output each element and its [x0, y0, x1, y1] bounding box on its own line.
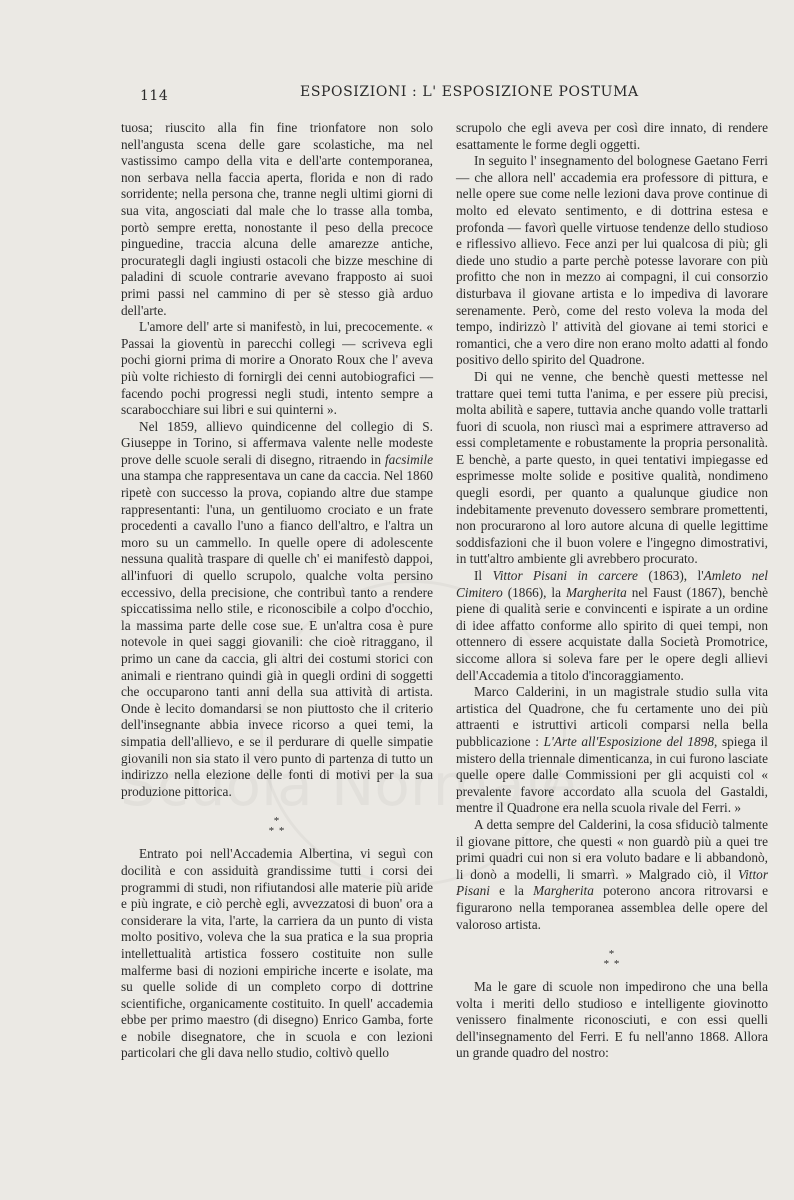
running-title: ESPOSIZIONI : L' ESPOSIZIONE POSTUMA: [300, 84, 639, 100]
publication-title: L'Arte all'Esposizione del 1898: [543, 733, 714, 749]
paragraph: Nel 1859, allievo quindicenne del collegio di S. Giuseppe in Torino, si affermava valente nelle modeste prove delle scuole serali di disegno, ritraendo in facsimile una stampa che rappresentava un cane da caccia. Nel 1860 ripetè con successo la prova, copiando altre due stampe rappresentanti: l'una, un gentiluomo crociato e un frate procedenti a cavallo l'uno a fianco dell'altro, e l'altra un moro su un cammello. In quelle opere di adolescente nessuna qualità traspare di quelle ch' ei manifestò dappoi, all'infuori di quello scrupolo, qualche volta persino eccessivo, della precisione, che contribuì tanto a rendere spiccatissima nello stile, e riconoscibile a colpo d'occhio, la massima parte delle cose sue. E un'altra cosa è pure notevole in quei saggi giovanili: che cioè ritraggano, il primo un cane da caccia, gli altri dei costumi storici con animali e rientrano quindi già in quegli ordini di soggetti che occuparono tanti anni della sua attività di artista. Onde è lecito domandarsi se non piuttosto che il criterio dell'insegnante abbia invece ricorso a quei temi, la simpatia dell'allievo, e se il perdurare di quelle simpatie giovanili non sia stato il vero punto di partenza di tutto un indirizzo nella elezione delle fonti di motivi per la sua produzione pittorica.: [121, 418, 433, 799]
left-column: [121, 120, 433, 1062]
paragraph: Marco Calderini, in un magistrale studio sulla vita artistica del Quadrone, che fu certamente uno dei più attraenti e istruttivi articoli comparsi nella bella pubblicazione : L'Arte all'Esposizione del 1898, spiega il mistero della triennale dimenticanza, in cui furono lasciate quelle opere dalle Commissioni per gli acquisti col « prevalente favore accordato alla scuola del Gastaldi, mentre il Quadrone era nella scuola rivale del Ferri. »: [456, 684, 768, 816]
paragraph: In seguito l' insegnamento del bolognese Gaetano Ferri — che allora nell' accademia era professore di pittura, e nelle opere sue come nelle lezioni dava prove continue di molto ed elevato sentimento, e di dottrina estesa e profonda — favorì quelle virtuose tendenze dello studioso e riflessivo allievo. Fece anzi per lui qualcosa di più; gli diede uno studio a parte perchè potesse lavorare con più profitto che non in mezzo ai compagni, il cui consorzio disturbava il giovane artista e lo impediva di lavorare serenamente. Però, come del resto voleva la moda del tempo, indirizzò l' attività del giovane ai temi storici e romantici, che a vero dire non erano molto adatti al fondo positivo dello spirito del Quadrone.: [456, 153, 768, 368]
paragraph: scrupolo che egli aveva per così dire innato, di rendere esattamente le forme degli oggetti.: [456, 120, 768, 152]
paragraph: Entrato poi nell'Accademia Albertina, vi seguì con docilità e con assiduità grandissime tutti i corsi dei programmi di studi, non rifiutandosi alle materie più aride e più ingrate, e ciò perchè egli, avvezzatosi di buon' ora a considerare la vita, l'arte, la carriera da un punto di vista molto positivo, voleva che la sua pratica e la sua propria intellettualità artistica fossero costituite non sulle malferme basi di nozioni empiriche incerte e isolate, ma su quelle solide di un completo corpo di dottrine scientifiche, organicamente costituito. In quell' accademia ebbe per primo maestro (di disegno) Enrico Gamba, forte e nobile disegnatore, che in scuola e con lezioni particolari che gli dava nello studio, coltivò quello: [121, 846, 433, 1061]
artwork-title: Margherita: [533, 883, 594, 899]
paragraph: L'amore dell' arte si manifestò, in lui, precocemente. « Passai la gioventù in parecchi collegi — scriveva egli pochi giorni prima di morire a Onorato Roux che l' aveva più volte richiesto di fornirgli dei cenni autobiografici — facendo pochi progressi negli studi, intento sempre a scarabocchiare sui libri e sui quinterni ».: [121, 319, 433, 418]
artwork-title: Amleto nel Cimitero: [456, 568, 768, 600]
paragraph: Di qui ne venne, che benchè questi mettesse nel trattare quei temi tutta l'anima, e per essere più precisi, molta abilità e sapere, tuttavia anche quando volle trattarli fuori di scuola, non riuscì mai a esprimere attraverso ad essi completamente e robustamente la propria personalità. E benchè, a parte questo, in quei tentativi impiegasse ed esprimesse molte solide e positive qualità, nondimeno quegli esordi, per quanto a qualunque giudice non indebitamente prevenuto dovessero sembrare promettenti, non procurarono al loro autore alcuna di quelle legittime soddisfazioni che il buon volere e l'ingegno dimostrativi, in tutt'altro ambiente gli avrebbero procurato.: [456, 368, 768, 567]
paragraph: Il Vittor Pisani in carcere (1863), l'Amleto nel Cimitero (1866), la Margherita nel Faust (1867), benchè piene di qualità serie e convincenti e ispirate a un ordine di idee affatto conforme allo spirito di quei tempi, non ottennero di essere acquistate dalla Società Promotrice, siccome allora si soleva fare per le opere degli allievi dell'Accademia a titolo d'incoraggiamento.: [456, 568, 769, 683]
section-separator: * * *: [603, 948, 621, 971]
italic-term: facsimile: [384, 451, 433, 467]
artwork-title: Margherita: [565, 584, 627, 600]
page-number: 114: [140, 88, 169, 104]
paragraph: Ma le gare di scuole non impedirono che una bella volta i meriti dello studioso e intelligente giovinotto venissero finalmente riconosciuti, e con essi quelli dell'insegnamento del Ferri. E fu nell'anno 1868. Allora un grande quadro del nostro:: [456, 979, 768, 1061]
artwork-title: Vittor Pisani: [456, 866, 768, 899]
paragraph: tuosa; riuscito alla fin fine trionfatore non solo nell'angusta scena delle gare scolastiche, ma nel vastissimo campo della vita e dell'arte contemporanea, non serbava nella faccia aperta, florida e non di rado sorridente; nella persona che, tranne negli ultimi giorni di sua vita, angosciati dal male che lo trasse alla tomba, portò sempre eretta, nonostante il peso della precoce pinguedine, traccia alcuna delle amarezze antiche, procurategli dagli ingiusti ostacoli che bizze meschine di paladini di scuole contrarie avevano frapposto ai suoi primi passi nel cammino di per sè stesso già arduo dell'arte.: [121, 120, 433, 318]
paragraph: A detta sempre del Calderini, la cosa sfiduciò talmente il giovane pittore, che questi « non guardò più a quei tre primi quadri cui non si era voluto badare e li abbandonò, li donò a modelli, li smarrì. » Malgrado ciò, il Vittor Pisani e la Margherita poterono ancora ritrovarsi e figurarono nella temporanea assemblea delle opere del valoroso artista.: [456, 816, 768, 932]
right-column: [456, 120, 768, 1062]
section-separator: * * *: [268, 815, 286, 838]
artwork-title: Vittor Pisani in carcere: [492, 568, 638, 584]
